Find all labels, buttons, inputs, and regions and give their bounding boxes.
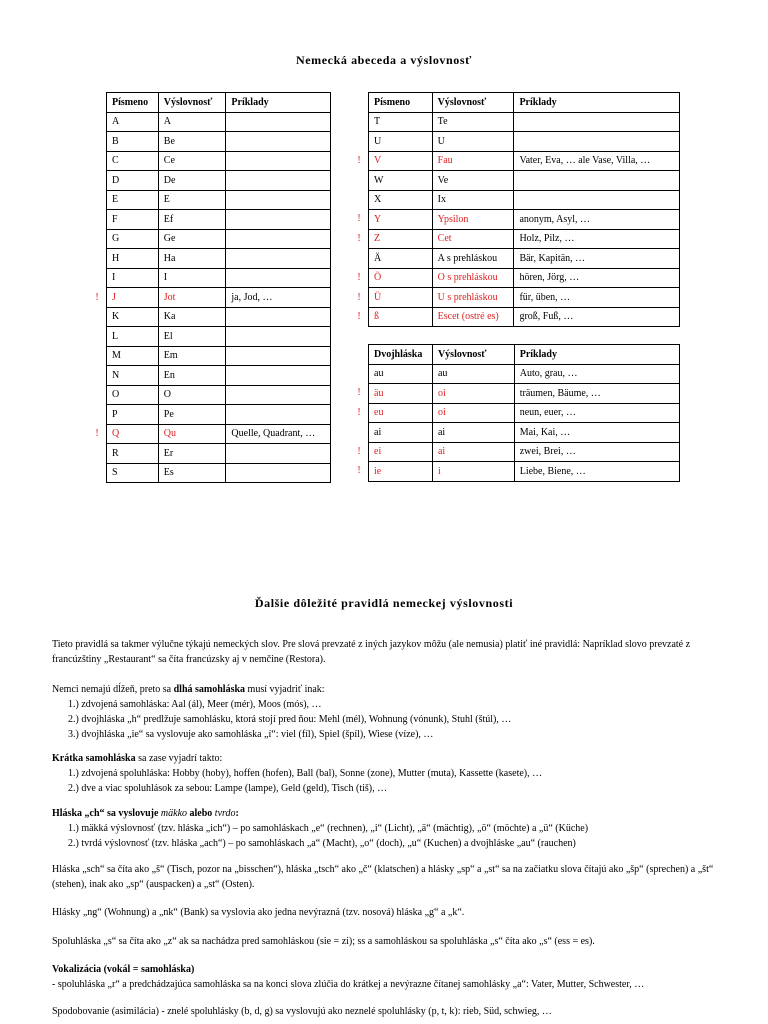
table-row — [107, 229, 331, 249]
pronunciation-cell: au — [432, 364, 514, 384]
pronunciation-cell: Pe — [158, 405, 226, 425]
pronunciation-cell: De — [158, 171, 226, 191]
letter-cell: D — [107, 171, 159, 191]
examples-cell — [226, 346, 331, 366]
letter-cell: ß — [369, 307, 433, 327]
examples-cell: Auto, grau, … — [514, 364, 679, 384]
list-item: 2.) dve a viac spoluhlások za sebou: Lampe (lampe), Geld (geld), Tisch (tiš), … — [68, 783, 388, 794]
examples-cell — [226, 385, 331, 405]
letter-cell: J — [107, 288, 159, 308]
exclamation-icon: ! — [357, 406, 361, 418]
letter-cell: au — [369, 364, 433, 384]
examples-cell: Quelle, Quadrant, … — [226, 424, 331, 444]
letter-cell: X — [369, 190, 433, 210]
exclamation-icon: ! — [357, 291, 361, 303]
header-examples: Príklady — [514, 345, 679, 365]
letter-cell: ie — [369, 462, 433, 482]
table-row — [369, 249, 680, 269]
exclamation-icon: ! — [357, 154, 361, 166]
letter-cell: ai — [369, 423, 433, 443]
table-row — [369, 132, 680, 152]
table-row — [369, 403, 680, 423]
ng-paragraph: Hlásky „ng“ (Wohnung) a „nk“ (Bank) sa vyslovia ako jedna nevýrazná (tzv. nosová) hláska „g“ a „k“. — [52, 907, 465, 918]
header-examples: Príklady — [514, 93, 680, 113]
exclamation-icon: ! — [95, 428, 99, 440]
pronunciation-cell: oi — [432, 403, 514, 423]
table-row — [107, 444, 331, 464]
pronunciation-cell: Ypsilon — [432, 210, 514, 230]
pronunciation-cell: O s prehláskou — [432, 268, 514, 288]
examples-cell: ja, Jod, … — [226, 288, 331, 308]
table-row — [107, 424, 331, 444]
pronunciation-cell: Be — [158, 132, 226, 152]
pronunciation-cell: Ix — [432, 190, 514, 210]
examples-cell — [226, 229, 331, 249]
table-row — [107, 210, 331, 230]
pronunciation-cell: U — [432, 132, 514, 152]
letter-cell: ei — [369, 442, 433, 462]
table-row — [107, 385, 331, 405]
assimilation-paragraph: Spodobovanie (asimilácia) - znelé spoluhlásky (b, d, g) sa vyslovujú ako neznelé spoluhlásky (p, t, k): rieb, Süd, schwieg, … — [52, 1006, 552, 1017]
exclamation-icon: ! — [357, 465, 361, 477]
lead-bold: : — [235, 808, 239, 819]
examples-cell: zwei, Brei, … — [514, 442, 679, 462]
examples-cell: für, üben, … — [514, 288, 680, 308]
examples-cell: Liebe, Biene, … — [514, 462, 679, 482]
intro-paragraph: Tieto pravidlá sa takmer výlučne týkajú nemeckých slov. Pre slová prevzaté z iných jazykov môžu (ale nemusia) platiť iné pravidlá: Napríklad slovo prevzaté z francúzštiny „Restaurant“ sa číta francúzsky aj v nemčine (Restora). — [52, 639, 691, 665]
header-examples: Príklady — [226, 93, 331, 113]
letter-cell: äu — [369, 384, 433, 404]
examples-cell — [226, 307, 331, 327]
table-row — [369, 268, 680, 288]
examples-cell: Mai, Kai, … — [514, 423, 679, 443]
vocalization-title-text: Vokalizácia (vokál = samohláska) — [52, 964, 195, 975]
letter-cell: eu — [369, 403, 433, 423]
pronunciation-cell: oi — [432, 384, 514, 404]
examples-cell — [226, 151, 331, 171]
letter-cell: U — [369, 132, 433, 152]
letter-cell: I — [107, 268, 159, 288]
lead-italic: tvrdo — [214, 808, 236, 819]
table-row — [369, 112, 680, 132]
pronunciation-cell: Ef — [158, 210, 226, 230]
exclamation-icon: ! — [357, 387, 361, 399]
pronunciation-cell: Es — [158, 463, 226, 483]
letter-cell: A — [107, 112, 159, 132]
pronunciation-cell: U s prehláskou — [432, 288, 514, 308]
examples-cell: groß, Fuß, … — [514, 307, 680, 327]
table-row — [107, 151, 331, 171]
header-pronunciation: Výslovnosť — [432, 345, 514, 365]
pronunciation-cell: Ge — [158, 229, 226, 249]
pronunciation-cell: Em — [158, 346, 226, 366]
table-row — [369, 151, 680, 171]
page-title: Nemecká abeceda a výslovnosť — [295, 53, 473, 67]
letter-cell: B — [107, 132, 159, 152]
examples-cell — [226, 268, 331, 288]
pronunciation-cell: i — [432, 462, 514, 482]
table-row — [369, 190, 680, 210]
list-item: 1.) zdvojená samohláska: Aal (ál), Meer (mér), Moos (mós), … — [68, 699, 322, 710]
examples-cell — [226, 405, 331, 425]
pronunciation-cell: ai — [432, 442, 514, 462]
lead-bold: Krátka samohláska — [52, 753, 136, 764]
pronunciation-cell: El — [158, 327, 226, 347]
table-row — [107, 171, 331, 191]
examples-cell — [226, 112, 331, 132]
pronunciation-cell: A — [158, 112, 226, 132]
letter-cell: C — [107, 151, 159, 171]
alphabet-table-left — [106, 92, 331, 483]
pronunciation-cell: A s prehláskou — [432, 249, 514, 269]
vocalization-section — [52, 962, 724, 992]
examples-cell: träumen, Bäume, … — [514, 384, 679, 404]
letter-cell: O — [107, 385, 159, 405]
long-vowel-section — [52, 682, 724, 742]
letter-cell: T — [369, 112, 433, 132]
exclamation-icon: ! — [357, 311, 361, 323]
exclamation-icon: ! — [95, 291, 99, 303]
letter-cell: Y — [369, 210, 433, 230]
table-row — [369, 364, 680, 384]
pronunciation-cell: I — [158, 268, 226, 288]
letter-cell: R — [107, 444, 159, 464]
list-item: 3.) dvojhláska „ie“ sa vyslovuje ako samohláska „í“: viel (fíl), Spiel (špíl), Wiese (víze), … — [68, 729, 434, 740]
ch-section — [52, 806, 724, 851]
pronunciation-cell: Ha — [158, 249, 226, 269]
long-vowel-lead — [52, 682, 724, 697]
list-item: 1.) mäkká výslovnosť (tzv. hláska „ich“) – po samohláskach „e“ (rechnen), „i“ (Licht), „ä“ (mächtig), „ö“ (möchte) a „ü“ (Küche) — [68, 823, 589, 834]
pronunciation-cell: Er — [158, 444, 226, 464]
exclamation-icon: ! — [357, 213, 361, 225]
lead-italic: mäkko — [160, 808, 188, 819]
short-vowel-section — [52, 751, 724, 796]
header-letter: Písmeno — [107, 93, 159, 113]
pronunciation-cell: En — [158, 366, 226, 386]
table-row — [107, 190, 331, 210]
letter-cell: Z — [369, 229, 433, 249]
examples-cell — [226, 444, 331, 464]
lead-text: musí vyjadriť inak: — [245, 684, 325, 695]
letter-cell: Ä — [369, 249, 433, 269]
examples-cell — [226, 210, 331, 230]
letter-cell: Ü — [369, 288, 433, 308]
list-item: 1.) zdvojená spoluhláska: Hobby (hoby), hoffen (hofen), Ball (bal), Sonne (zone), Mutter (muta), Kassette (kasete), … — [68, 768, 543, 779]
letter-cell: Q — [107, 424, 159, 444]
pronunciation-cell: ai — [432, 423, 514, 443]
table-row — [107, 132, 331, 152]
table-row — [369, 442, 680, 462]
examples-cell: anonym, Asyl, … — [514, 210, 680, 230]
examples-cell — [226, 327, 331, 347]
examples-cell — [226, 132, 331, 152]
sch-paragraph: Hláska „sch“ sa číta ako „š“ (Tisch, pozor na „bisschen“), hláska „tsch“ ako „č“ (klatschen) a hlásky „sp“ a „st“ sa na začiatku slova čítajú ako „šp“ (sprechen) a „št“ (stehen), inak ako „sp“ (auspacken) a „st“ (Osten). — [52, 864, 714, 890]
list-item: 2.) tvrdá výslovnosť (tzv. hláska „ach“) – po samohláskach „a“ (Macht), „o“ (doch), „u“ (Kuchen) a dvojhláske „au“ (rauchen) — [68, 838, 576, 849]
pronunciation-cell: Te — [432, 112, 514, 132]
table-row — [107, 463, 331, 483]
letter-cell: P — [107, 405, 159, 425]
list-item: 2.) dvojhláska „h“ predlžuje samohlásku, ktorá stojí pred ňou: Mehl (mél), Wohnung (vónunk), Stuhl (štúl), … — [68, 714, 512, 725]
table-row — [107, 366, 331, 386]
table-row — [107, 288, 331, 308]
examples-cell — [226, 171, 331, 191]
examples-cell — [226, 463, 331, 483]
table-row — [107, 346, 331, 366]
letter-cell: G — [107, 229, 159, 249]
ch-lead — [52, 806, 724, 821]
letter-cell: H — [107, 249, 159, 269]
letter-cell: E — [107, 190, 159, 210]
table-row — [107, 327, 331, 347]
pronunciation-cell: Ka — [158, 307, 226, 327]
header-diphthong: Dvojhláska — [369, 345, 433, 365]
short-vowel-lead — [52, 751, 724, 766]
examples-cell: Bär, Kapitän, … — [514, 249, 680, 269]
lead-bold: alebo — [187, 808, 215, 819]
header-pronunciation: Výslovnosť — [158, 93, 226, 113]
table-row — [369, 307, 680, 327]
table-row — [107, 249, 331, 269]
pronunciation-cell: Ve — [432, 171, 514, 191]
exclamation-icon: ! — [357, 445, 361, 457]
examples-cell — [514, 190, 680, 210]
examples-cell — [226, 249, 331, 269]
exclamation-icon: ! — [357, 232, 361, 244]
pronunciation-cell: Escet (ostré es) — [432, 307, 514, 327]
table-row — [369, 171, 680, 191]
examples-cell — [514, 132, 680, 152]
examples-cell — [514, 171, 680, 191]
table-row — [369, 423, 680, 443]
vocalization-text: - spoluhláska „r“ a predchádzajúca samohláska sa na konci slova zlúčia do krátkej a nevýrazne čítanej samohlásky „a“: Vater, Mutter, Schwester, … — [52, 979, 645, 990]
letter-cell: S — [107, 463, 159, 483]
pronunciation-cell: Fau — [432, 151, 514, 171]
lead-text: sa zase vyjadrí takto: — [135, 753, 223, 764]
letter-cell: V — [369, 151, 433, 171]
table-row — [107, 405, 331, 425]
lead-bold: dlhá samohláska — [173, 684, 246, 695]
letter-cell: F — [107, 210, 159, 230]
table-row — [369, 384, 680, 404]
lead-bold: Hláska „ch“ sa vyslovuje — [52, 808, 161, 819]
pronunciation-cell: Qu — [158, 424, 226, 444]
pronunciation-cell: Cet — [432, 229, 514, 249]
examples-cell — [226, 366, 331, 386]
examples-cell: Holz, Pilz, … — [514, 229, 680, 249]
pronunciation-cell: Ce — [158, 151, 226, 171]
pronunciation-cell: O — [158, 385, 226, 405]
pronunciation-cell: E — [158, 190, 226, 210]
table-row — [369, 462, 680, 482]
examples-cell — [514, 112, 680, 132]
letter-cell: K — [107, 307, 159, 327]
letter-cell: L — [107, 327, 159, 347]
letter-cell: W — [369, 171, 433, 191]
exclamation-icon: ! — [357, 271, 361, 283]
examples-cell: Vater, Eva, … ale Vase, Villa, … — [514, 151, 680, 171]
lead-text: Nemci nemajú dĺžeň, preto sa — [52, 684, 174, 695]
s-paragraph: Spoluhláska „s“ sa číta ako „z“ ak sa nachádza pred samohláskou (sie = zi); ss a samohláskou sa spoluhláska „s“ číta ako „s“ (ess = es). — [52, 936, 595, 947]
header-letter: Písmeno — [369, 93, 433, 113]
table-row — [369, 288, 680, 308]
table-row — [369, 210, 680, 230]
table-row — [107, 307, 331, 327]
pronunciation-cell: Jot — [158, 288, 226, 308]
letter-cell: N — [107, 366, 159, 386]
alphabet-table-right — [368, 92, 680, 327]
examples-cell: hören, Jörg, … — [514, 268, 680, 288]
diphthong-table — [368, 344, 680, 482]
table-row — [369, 229, 680, 249]
table-row — [107, 268, 331, 288]
examples-cell — [226, 190, 331, 210]
table-row — [107, 112, 331, 132]
vocalization-title — [52, 962, 724, 977]
letter-cell: Ö — [369, 268, 433, 288]
header-pronunciation: Výslovnosť — [432, 93, 514, 113]
section-title: Ďalšie dôležité pravidlá nemeckej výslovnosti — [254, 596, 514, 610]
letter-cell: M — [107, 346, 159, 366]
examples-cell: neun, euer, … — [514, 403, 679, 423]
